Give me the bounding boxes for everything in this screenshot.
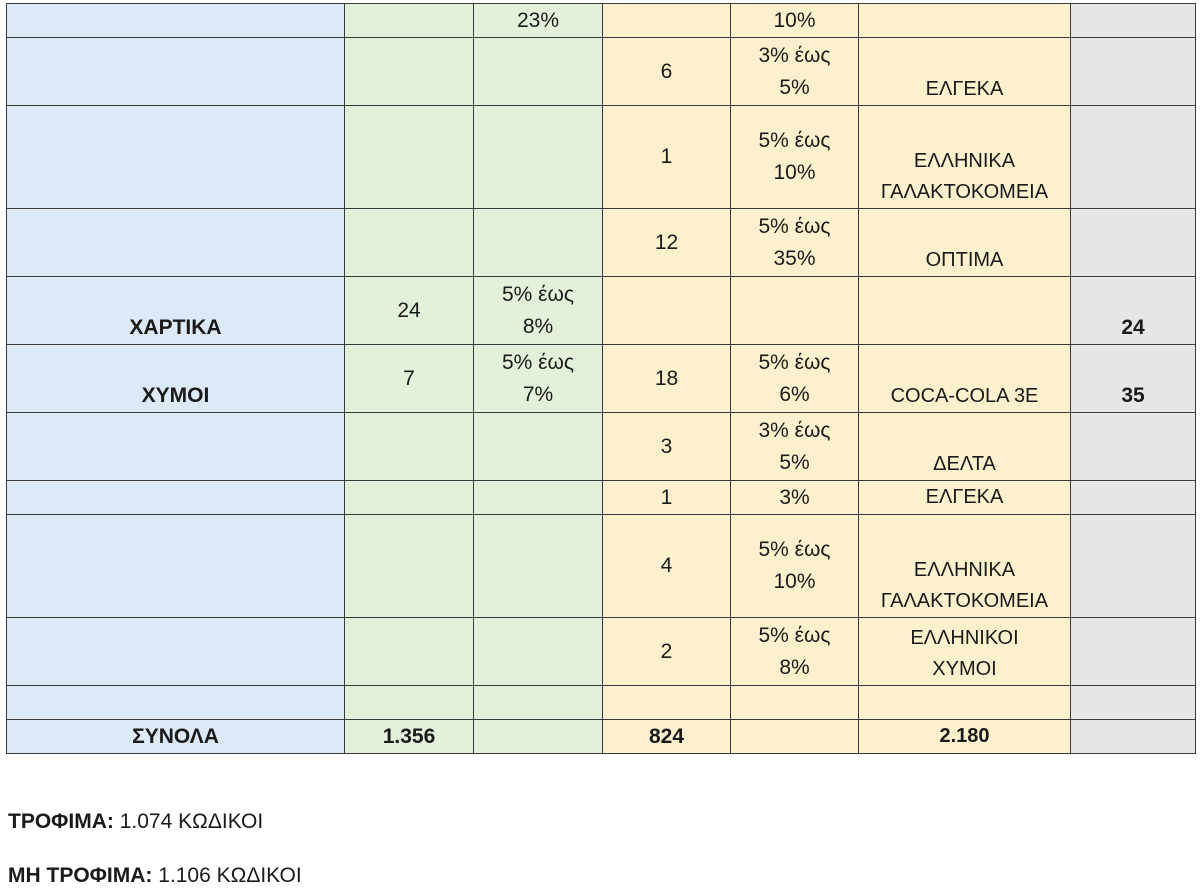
- table-cell-text: ΔΕΛΤΑ: [933, 453, 996, 475]
- table-cell-text: 4: [660, 554, 673, 577]
- table-cell: [345, 618, 474, 686]
- table-cell: [603, 38, 731, 106]
- table-cell: [603, 481, 731, 515]
- table-cell: [474, 720, 603, 754]
- table-cell: [859, 38, 1071, 106]
- table-cell-text: 35: [1121, 384, 1145, 407]
- table-cell: [731, 38, 859, 106]
- table-cell: [731, 515, 859, 618]
- table-cell: [731, 4, 859, 38]
- product-summary-table: [6, 3, 1196, 754]
- table-cell-text: 24: [1121, 316, 1145, 339]
- table-cell-text: ΕΛΛΗΝΙΚΑ ΓΑΛΑΚΤΟΚΟΜΕΙΑ: [880, 150, 1049, 203]
- table-cell: [731, 413, 859, 481]
- table-cell: [1071, 618, 1196, 686]
- table-cell: [859, 345, 1071, 413]
- table-cell: [7, 38, 345, 106]
- table-cell: [474, 209, 603, 277]
- table-cell: [7, 106, 345, 209]
- table-cell: [7, 4, 345, 38]
- table-cell-text: 12: [654, 230, 679, 254]
- table-cell-text: 5% έως 8%: [501, 282, 575, 338]
- table-cell: [7, 277, 345, 345]
- table-cell-text: 3% έως 5%: [758, 43, 831, 99]
- table-cell: [603, 720, 731, 754]
- food-codes-line: [8, 810, 263, 834]
- table-row: [7, 345, 1196, 413]
- food-value: 1.074 ΚΩΔΙΚΟΙ: [113, 810, 264, 833]
- table-row: [7, 277, 1196, 345]
- table-cell: [603, 106, 731, 209]
- table-cell-text: 3: [660, 434, 673, 458]
- table-row: [7, 209, 1196, 277]
- table-row: [7, 38, 1196, 106]
- table-cell: [345, 4, 474, 38]
- table-cell: [603, 618, 731, 686]
- table-cell: [345, 413, 474, 481]
- table-cell-text: 5% έως 35%: [758, 214, 831, 270]
- table-cell: [603, 277, 731, 345]
- table-cell-text: 5% έως 10%: [758, 129, 831, 184]
- table-cell: [731, 618, 859, 686]
- table-cell: [1071, 515, 1196, 618]
- table-cell: [345, 38, 474, 106]
- table-cell-text: 6: [660, 59, 673, 83]
- table-cell: [859, 413, 1071, 481]
- table-cell: [345, 345, 474, 413]
- table-cell: [474, 4, 603, 38]
- table-cell-text: 1.356: [382, 724, 436, 748]
- table-cell: [1071, 481, 1196, 515]
- table-cell: [474, 413, 603, 481]
- table-cell-text: 1: [660, 145, 673, 168]
- table-cell: [345, 106, 474, 209]
- table-cell-text: 2.180: [939, 725, 990, 747]
- table-row: [7, 413, 1196, 481]
- table-cell: [474, 515, 603, 618]
- table-cell-text: ΕΛΓΕΚΑ: [925, 486, 1004, 508]
- table-cell: [859, 106, 1071, 209]
- table-cell: [7, 481, 345, 515]
- nonfood-label: ΜΗ ΤΡΟΦΙΜΑ:: [8, 864, 153, 887]
- table-cell-text: ΣΥΝΟΛΑ: [132, 724, 219, 748]
- table-cell-text: ΕΛΛΗΝΙΚΑ ΓΑΛΑΚΤΟΚΟΜΕΙΑ: [880, 559, 1049, 612]
- table-cell-text: 5% έως 6%: [758, 350, 831, 406]
- table-cell: [859, 686, 1071, 720]
- table-row: [7, 481, 1196, 515]
- table-cell-text: 3% έως 5%: [758, 418, 831, 474]
- table-cell: [1071, 345, 1196, 413]
- table-cell: [1071, 413, 1196, 481]
- table-cell-text: 23%: [516, 8, 560, 32]
- table-cell: [731, 686, 859, 720]
- table-cell-text: 7: [403, 366, 415, 390]
- table-cell-text: ΧΑΡΤΙΚΑ: [129, 316, 222, 339]
- table-cell-text: 24: [397, 298, 421, 322]
- table-cell: [474, 277, 603, 345]
- table-body: [7, 4, 1196, 754]
- table-cell: [474, 686, 603, 720]
- table-cell: [1071, 277, 1196, 345]
- table-cell: [474, 481, 603, 515]
- table-cell: [345, 277, 474, 345]
- table-cell: [1071, 106, 1196, 209]
- table-cell: [731, 345, 859, 413]
- table-cell: [1071, 720, 1196, 754]
- table-cell: [603, 345, 731, 413]
- table-cell-text: 18: [654, 366, 679, 390]
- table-cell: [474, 618, 603, 686]
- table-cell: [731, 106, 859, 209]
- table-cell: [731, 209, 859, 277]
- nonfood-codes-line: [8, 864, 302, 888]
- table-cell: [7, 686, 345, 720]
- food-label: ΤΡΟΦΙΜΑ:: [8, 810, 114, 833]
- table-cell-text: 2: [660, 639, 673, 663]
- table-row: [7, 618, 1196, 686]
- table-cell-text: 5% έως 8%: [758, 623, 831, 679]
- table-cell: [1071, 38, 1196, 106]
- table-cell: [859, 209, 1071, 277]
- table-cell: [1071, 4, 1196, 38]
- table-cell: [731, 277, 859, 345]
- table-cell-text: ΕΛΓΕΚΑ: [925, 78, 1004, 100]
- table-cell-text: ΕΛΛΗΝΙΚΟΙ ΧΥΜΟΙ: [910, 627, 1019, 680]
- table-cell-text: COCA-COLA 3E: [890, 385, 1039, 407]
- table-cell: [7, 515, 345, 618]
- table-cell: [731, 720, 859, 754]
- table-cell: [7, 209, 345, 277]
- table-cell: [603, 413, 731, 481]
- table-cell: [1071, 686, 1196, 720]
- table-cell-text: ΟΠΤΙΜΑ: [925, 249, 1004, 271]
- table-cell: [7, 413, 345, 481]
- nonfood-value: 1.106 ΚΩΔΙΚΟΙ: [152, 864, 302, 887]
- table-cell: [345, 481, 474, 515]
- table-cell-text: 5% έως 10%: [758, 538, 831, 593]
- table-cell-text: 824: [648, 724, 685, 748]
- table-cell: [859, 720, 1071, 754]
- table-cell-text: 5% έως 7%: [501, 350, 575, 406]
- table-cell-text: ΧΥΜΟΙ: [141, 384, 210, 407]
- table-cell: [603, 4, 731, 38]
- table-cell: [7, 618, 345, 686]
- table-cell: [603, 209, 731, 277]
- table-cell: [474, 345, 603, 413]
- table-cell: [859, 277, 1071, 345]
- table-cell: [7, 345, 345, 413]
- table-cell: [859, 515, 1071, 618]
- table-cell: [731, 481, 859, 515]
- table-cell-text: 10%: [773, 8, 816, 32]
- table-cell: [859, 4, 1071, 38]
- table-row: [7, 106, 1196, 209]
- table-cell: [474, 38, 603, 106]
- table-cell-text: 1: [660, 485, 673, 509]
- table-cell: [603, 686, 731, 720]
- table-row: [7, 4, 1196, 38]
- table-cell: [345, 209, 474, 277]
- table-cell: [345, 686, 474, 720]
- table-cell: [345, 515, 474, 618]
- table-row: [7, 515, 1196, 618]
- table-cell-text: 3%: [779, 485, 810, 509]
- table-cell: [1071, 209, 1196, 277]
- table-cell: [474, 106, 603, 209]
- table-cell: [345, 720, 474, 754]
- table-row: [7, 720, 1196, 754]
- table-cell: [859, 618, 1071, 686]
- table-row: [7, 686, 1196, 720]
- table-cell: [859, 481, 1071, 515]
- table-cell: [603, 515, 731, 618]
- table-cell: [7, 720, 345, 754]
